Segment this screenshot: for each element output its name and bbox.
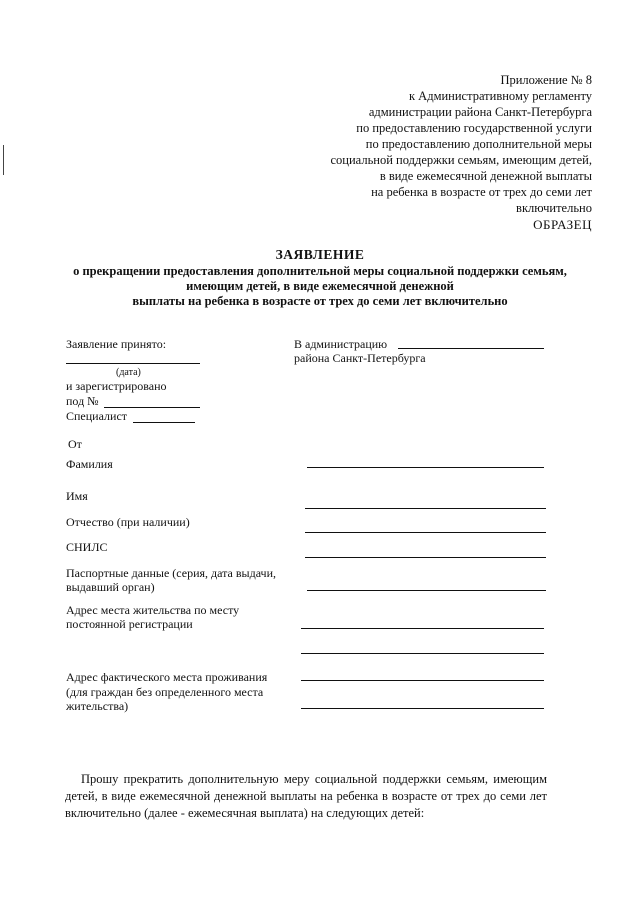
header-line: администрации района Санкт-Петербурга [368,105,592,119]
header-line: социальной поддержки семьям, имеющим детей, [330,153,592,167]
request-paragraph [65,771,547,822]
to-admin-label: В администрацию [294,337,388,351]
passport-label: Паспортные данные (серия, дата выдачи, [66,566,277,580]
reg-address-field-line-2[interactable] [301,653,544,654]
patronymic-label: Отчество (при наличии) [66,515,190,529]
header-line: по предоставлению государственной услуги [356,121,592,135]
appendix-header [331,72,593,216]
specialist-line[interactable] [133,422,195,423]
actual-address-label-cont2: жительства) [66,699,129,713]
registration-number-line[interactable] [104,407,200,408]
admin-name-line[interactable] [398,348,544,349]
passport-label-cont: выдавший орган) [66,580,155,594]
actual-address-label: Адрес фактического места проживания [66,670,268,684]
surname-label: Фамилия [66,457,113,471]
patronymic-field-line[interactable] [305,532,546,533]
surname-field-line[interactable] [307,467,544,468]
header-line: к Административному регламенту [408,89,592,103]
actual-address-label-cont: (для граждан без определенного места [66,685,264,699]
date-hint: (дата) [116,367,141,378]
sample-mark: ОБРАЗЕЦ [533,217,592,232]
accepted-label: Заявление принято: [66,337,167,351]
header-line: включительно [516,201,592,215]
passport-field-line[interactable] [307,590,546,591]
actual-address-field-line-2[interactable] [301,708,544,709]
name-label: Имя [66,489,88,503]
reg-address-label: Адрес места жительства по месту [66,603,240,617]
request-text: Прошу прекратить дополнительную меру социальной поддержки семьям, имеющим детей, в виде ежемесячной денежной выплаты на ребенка в возрасте от трех до семи лет включительно (далее - ежемесячная выплата) на следующих детей: [65,772,547,820]
header-line: Приложение № 8 [500,73,592,87]
accepted-date-line[interactable] [66,363,200,364]
snils-field-line[interactable] [305,557,546,558]
specialist-label: Специалист [66,409,128,423]
title-line: имеющим детей, в виде ежемесячной денежной [186,279,454,293]
header-line: на ребенка в возрасте от трех до семи лет [371,185,592,199]
title-line: о прекращении предоставления дополнительной меры социальной поддержки семьям, [73,264,567,278]
under-no-label: под № [66,394,99,408]
district-label: района Санкт-Петербурга [294,351,426,365]
title-line: выплаты на ребенка в возрасте от трех до семи лет включительно [132,294,508,308]
actual-address-field-line[interactable] [301,680,544,681]
header-line: в виде ежемесячной денежной выплаты [379,169,592,183]
header-line: по предоставлению дополнительной меры [365,137,592,151]
title-main: ЗАЯВЛЕНИЕ [275,247,365,262]
document-title [60,247,580,309]
scan-artifact [3,145,4,175]
reg-address-label-cont: постоянной регистрации [66,617,193,631]
registered-label: и зарегистрировано [66,379,167,393]
snils-label: СНИЛС [66,540,108,554]
name-field-line[interactable] [305,508,546,509]
from-label: От [68,437,82,451]
reg-address-field-line[interactable] [301,628,544,629]
